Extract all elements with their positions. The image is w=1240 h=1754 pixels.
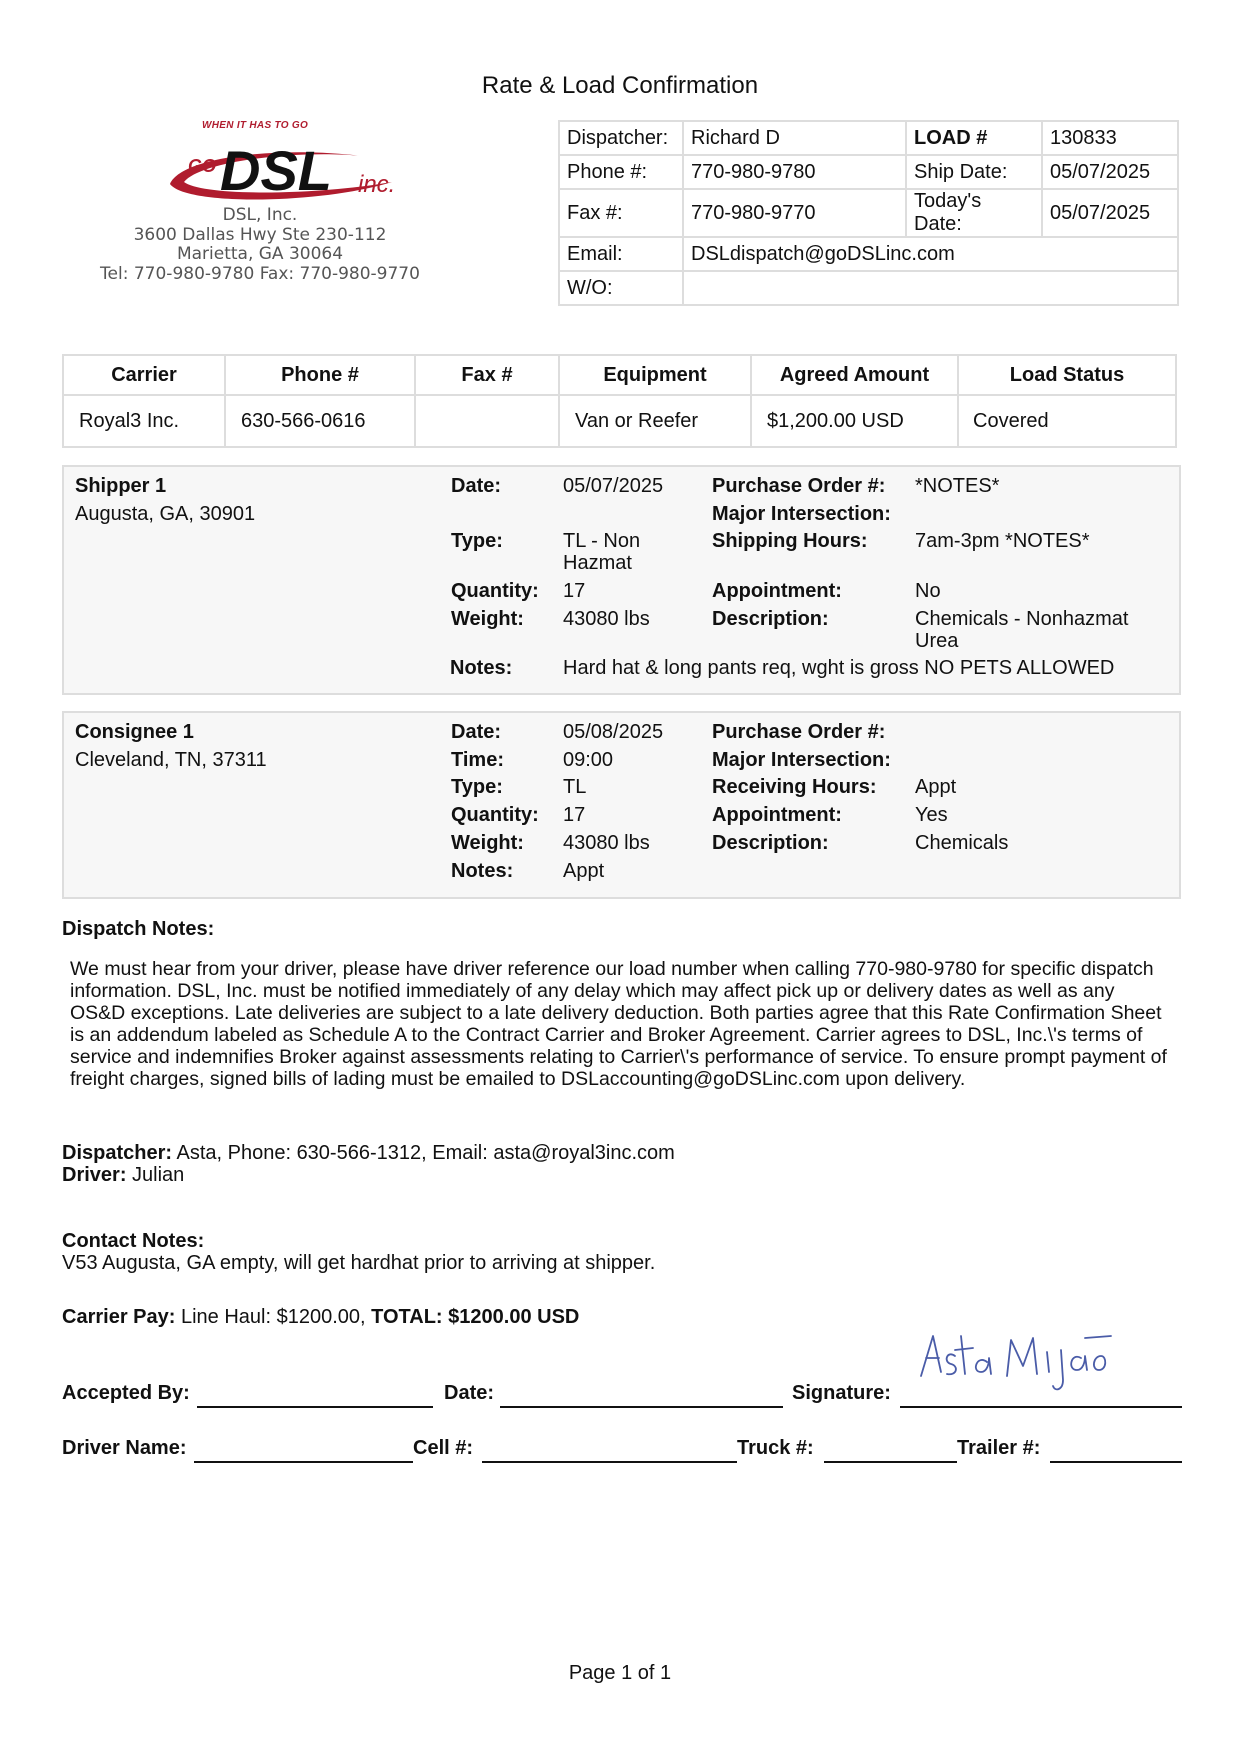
- email-label: Email:: [559, 237, 683, 271]
- consignee-weight-label: Weight:: [451, 832, 524, 854]
- carrier-header: Agreed Amount: [751, 355, 958, 395]
- shipper-appointment-label: Appointment:: [712, 580, 842, 602]
- accepted-by-line[interactable]: [197, 1406, 433, 1408]
- dsl-logo-mark: [162, 130, 422, 204]
- dispatcher-label: Dispatcher:: [559, 121, 683, 155]
- shipper-location: Augusta, GA, 30901: [75, 503, 256, 525]
- carrier-agreed-amount: $1,200.00 USD: [751, 395, 958, 447]
- wo-value: [683, 271, 1178, 305]
- consignee-date-label: Date:: [451, 721, 502, 743]
- consignee-appointment-label: Appointment:: [712, 804, 842, 826]
- shipper-po-label: Purchase Order #:: [712, 475, 886, 497]
- dispatch-notes-body: We must hear from your driver, please have driver reference our load number when calling 770-980-9780 for specific dispatch information. DSL, Inc. must be notified immediately of any delay which may affect pick up or delivery dates as well as any OS&D exceptions. Late deliveries are subject to a late delivery deduction. Both parties agree that this Rate Confirmation Sheet is an addendum labeled as Schedule A to the Contract Carrier and Broker Agreement. Carrier agrees to DSL, Inc.\'s terms of service and indemnifies Broker against assessments relating to Carrier\'s performance of service. To ensure prompt payment of freight charges, signed bills of lading must be emailed to DSLaccounting@goDSLinc.com upon delivery.: [70, 958, 1167, 1090]
- todays-date-value: 05/07/2025: [1042, 189, 1178, 237]
- driver-name-line[interactable]: [194, 1461, 413, 1463]
- consignee-type: TL: [563, 776, 587, 798]
- ship-date-value: 05/07/2025: [1042, 155, 1178, 189]
- carrier-header: Equipment: [559, 355, 751, 395]
- driver-name-label: Driver Name:: [62, 1437, 187, 1459]
- consignee-appointment: Yes: [915, 804, 948, 826]
- consignee-hours: Appt: [915, 776, 957, 798]
- cell-line[interactable]: [482, 1461, 737, 1463]
- consignee-description: Chemicals: [915, 832, 1009, 854]
- consignee-location: Cleveland, TN, 37311: [75, 749, 267, 771]
- ship-date-label: Ship Date:: [906, 155, 1042, 189]
- contact-notes: [62, 1230, 655, 1274]
- company-address-line2: Marietta, GA 30064: [176, 244, 344, 264]
- carrier-name: Royal3 Inc.: [63, 395, 225, 447]
- carrier-row: [63, 395, 1176, 447]
- logo-tagline: WHEN IT HAS TO GO: [202, 120, 309, 131]
- signature-line[interactable]: [900, 1406, 1182, 1408]
- consignee-time: 09:00: [563, 749, 614, 771]
- consignee-type-label: Type:: [451, 776, 503, 798]
- carrier-header: Carrier: [63, 355, 225, 395]
- load-number-label: LOAD #: [906, 121, 1042, 155]
- load-info-table: [558, 120, 1179, 306]
- consignee-quantity-label: Quantity:: [451, 804, 539, 826]
- company-contact: Tel: 770-980-9780 Fax: 770-980-9770: [100, 263, 420, 284]
- fax-value: 770-980-9770: [683, 189, 906, 237]
- consignee-notes-label: Notes:: [451, 860, 514, 882]
- shipper-description-label: Description:: [712, 608, 829, 630]
- shipper-description: Chemicals - Nonhazmat Urea: [915, 608, 1129, 652]
- fax-label: Fax #:: [559, 189, 683, 237]
- carrier-table: [62, 354, 1177, 448]
- phone-label: Phone #:: [559, 155, 683, 189]
- carrier-pay: [62, 1306, 579, 1329]
- logo-suffix: inc.: [358, 171, 396, 198]
- shipper-date-label: Date:: [451, 475, 502, 497]
- dispatcher-value: Richard D: [683, 121, 906, 155]
- carrier-load-status: Covered: [958, 395, 1176, 447]
- consignee-weight: 43080 lbs: [563, 832, 650, 854]
- shipper-intersection-label: Major Intersection:: [712, 503, 891, 525]
- logo-brand: DSL: [220, 139, 332, 202]
- shipper-weight: 43080 lbs: [563, 608, 650, 630]
- line-haul: Line Haul: $1200.00,: [180, 1306, 366, 1328]
- dispatch-notes-heading: Dispatch Notes:: [62, 918, 215, 940]
- todays-date-label: Today's Date:: [906, 189, 1042, 237]
- contact-notes-body: V53 Augusta, GA empty, will get hardhat prior to arriving at shipper.: [62, 1252, 656, 1274]
- load-number-value: 130833: [1042, 121, 1178, 155]
- info-row: [559, 237, 1178, 271]
- carrier-phone: 630-566-0616: [225, 395, 415, 447]
- carrier-pay-label: Carrier Pay:: [62, 1306, 176, 1328]
- info-row: [559, 121, 1178, 155]
- truck-label: Truck #:: [737, 1437, 814, 1459]
- driver-line: [62, 1164, 675, 1186]
- company-address-line1: 3600 Dallas Hwy Ste 230-112: [133, 224, 387, 245]
- company-logo: [80, 116, 440, 296]
- consignee-section: [62, 711, 1181, 899]
- consignee-description-label: Description:: [712, 832, 829, 854]
- shipper-hours-label: Shipping Hours:: [712, 530, 868, 552]
- signoff-date-line[interactable]: [500, 1406, 783, 1408]
- driver-label: Driver:: [62, 1164, 127, 1186]
- shipper-section: [62, 465, 1181, 695]
- carrier-header: Load Status: [958, 355, 1176, 395]
- shipper-date: 05/07/2025: [563, 475, 664, 497]
- phone-value: 770-980-9780: [683, 155, 906, 189]
- info-row: [559, 271, 1178, 305]
- shipper-type-label: Type:: [451, 530, 503, 552]
- shipper-quantity-label: Quantity:: [451, 580, 539, 602]
- trailer-line[interactable]: [1050, 1461, 1182, 1463]
- shipper-appointment: No: [915, 580, 941, 602]
- logo-go: GO: [188, 156, 217, 176]
- driver-value: Julian: [132, 1164, 185, 1186]
- info-row: [559, 155, 1178, 189]
- document-title: Rate & Load Confirmation: [481, 72, 759, 99]
- consignee-name: Consignee 1: [75, 721, 194, 743]
- consignee-time-label: Time:: [451, 749, 504, 771]
- carrier-header: Fax #: [415, 355, 559, 395]
- consignee-po-label: Purchase Order #:: [712, 721, 886, 743]
- shipper-weight-label: Weight:: [451, 608, 524, 630]
- shipper-hours: 7am-3pm *NOTES*: [915, 530, 1090, 552]
- carrier-dispatcher-label: Dispatcher:: [62, 1142, 173, 1164]
- consignee-date: 05/08/2025: [563, 721, 664, 743]
- page-number: Page 1 of 1: [568, 1662, 672, 1684]
- shipper-name: Shipper 1: [75, 475, 167, 497]
- signature-label: Signature:: [792, 1382, 891, 1404]
- consignee-intersection-label: Major Intersection:: [712, 749, 891, 771]
- trailer-label: Trailer #:: [957, 1437, 1041, 1459]
- company-name: DSL, Inc.: [222, 205, 298, 225]
- carrier-equipment: Van or Reefer: [559, 395, 751, 447]
- cell-label: Cell #:: [413, 1437, 474, 1459]
- accepted-by-label: Accepted By:: [62, 1382, 190, 1404]
- email-value[interactable]: DSLdispatch@goDSLinc.com: [683, 237, 1178, 271]
- wo-label: W/O:: [559, 271, 683, 305]
- shipper-po: *NOTES*: [915, 475, 1000, 497]
- truck-line[interactable]: [824, 1461, 957, 1463]
- carrier-header: Phone #: [225, 355, 415, 395]
- carrier-contact: [62, 1142, 675, 1186]
- shipper-type: TL - Non Hazmat: [563, 530, 641, 574]
- info-row: [559, 189, 1178, 237]
- shipper-notes: Hard hat & long pants req, wght is gross NO PETS ALLOWED: [563, 657, 1115, 679]
- shipper-notes-label: Notes:: [450, 657, 513, 679]
- shipper-quantity: 17: [563, 580, 586, 602]
- carrier-dispatcher-line: [62, 1142, 675, 1164]
- contact-notes-heading: Contact Notes:: [62, 1230, 205, 1252]
- consignee-notes: Appt: [563, 860, 605, 882]
- signoff-date-label: Date:: [444, 1382, 495, 1404]
- carrier-fax: [415, 395, 559, 447]
- pay-total: TOTAL: $1200.00 USD: [371, 1306, 580, 1328]
- carrier-header-row: [63, 355, 1176, 395]
- consignee-hours-label: Receiving Hours:: [712, 776, 877, 798]
- carrier-dispatcher-value: Asta, Phone: 630-566-1312, Email: asta@royal3inc.com: [176, 1142, 675, 1164]
- consignee-quantity: 17: [563, 804, 586, 826]
- handwritten-signature: [915, 1328, 1115, 1400]
